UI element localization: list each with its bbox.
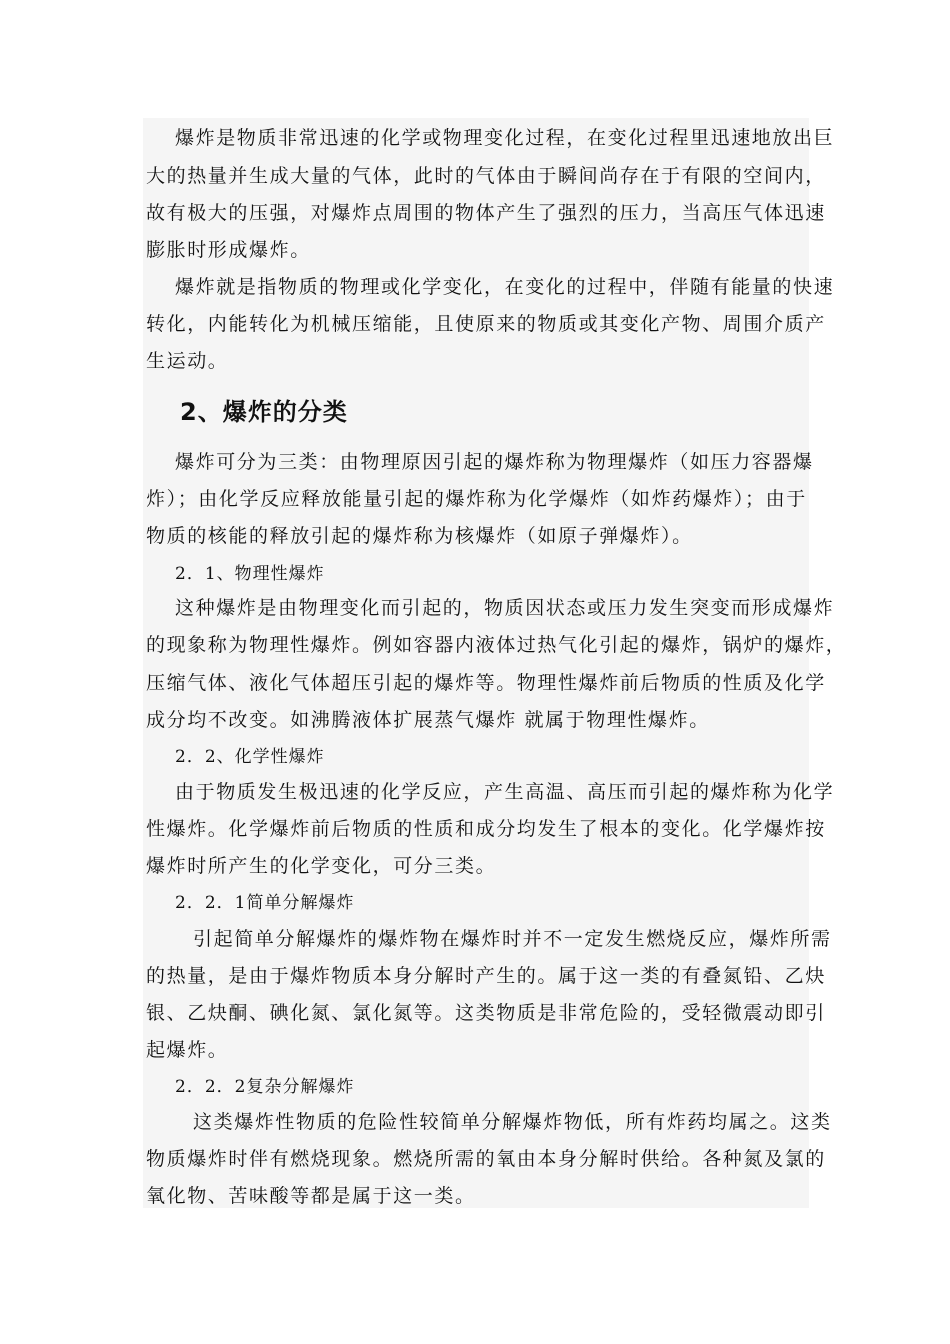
paragraph-7-line-3: 氧化物、苦味酸等都是属于这一类。 [146, 1185, 476, 1207]
paragraph-5-line-1: 由于物质发生极迅速的化学反应，产生高温、高压而引起的爆炸称为化学 [175, 781, 835, 803]
subheading-2-1: 2．1、物理性爆炸 [175, 564, 325, 584]
paragraph-3-line-2: 炸）；由化学反应释放能量引起的爆炸称为化学爆炸（如炸药爆炸）；由于 [146, 488, 807, 510]
paragraph-4-line-4: 成分均不改变。如沸腾液体扩展蒸气爆炸 就属于物理性爆炸。 [146, 709, 710, 731]
paragraph-6-line-2: 的热量，是由于爆炸物质本身分解时产生的。属于这一类的有叠氮铅、乙炔 [146, 965, 826, 987]
paragraph-5-line-3: 爆炸时所产生的化学变化，可分三类。 [146, 855, 497, 877]
paragraph-1-line-1: 爆炸是物质非常迅速的化学或物理变化过程，在变化过程里迅速地放出巨 [175, 127, 835, 149]
subheading-2-2-2: 2．2．2复杂分解爆炸 [175, 1077, 355, 1097]
paragraph-1-line-4: 膨胀时形成爆炸。 [146, 239, 311, 261]
paragraph-7-line-1: 这类爆炸性物质的危险性较简单分解爆炸物低，所有炸药均属之。这类 [193, 1111, 832, 1133]
paragraph-7-line-2: 物质爆炸时伴有燃烧现象。燃烧所需的氧由本身分解时供给。各种氮及氯的 [146, 1148, 826, 1170]
subheading-2-2: 2．2、化学性爆炸 [175, 747, 325, 767]
paragraph-1-line-3: 故有极大的压强，对爆炸点周围的物体产生了强烈的压力，当高压气体迅速 [146, 202, 826, 224]
paragraph-4-line-2: 的现象称为物理性爆炸。例如容器内液体过热气化引起的爆炸，锅炉的爆炸， [146, 634, 847, 656]
subheading-2-2-1: 2．2．1简单分解爆炸 [175, 893, 355, 913]
paragraph-4-line-1: 这种爆炸是由物理变化而引起的，物质因状态或压力发生突变而形成爆炸 [175, 597, 835, 619]
paragraph-6-line-4: 起爆炸。 [146, 1039, 229, 1061]
paragraph-3-line-1: 爆炸可分为三类：由物理原因引起的爆炸称为物理爆炸（如压力容器爆 [175, 451, 814, 473]
paragraph-1-line-2: 大的热量并生成大量的气体，此时的气体由于瞬间尚存在于有限的空间内， [146, 165, 826, 187]
paragraph-2-line-3: 生运动。 [146, 350, 229, 372]
paragraph-2-line-1: 爆炸就是指物质的物理或化学变化，在变化的过程中，伴随有能量的快速 [175, 276, 835, 298]
section-heading: 2、爆炸的分类 [180, 398, 348, 426]
paragraph-6-line-1: 引起简单分解爆炸的爆炸物在爆炸时并不一定发生燃烧反应，爆炸所需 [193, 928, 832, 950]
paragraph-5-line-2: 性爆炸。化学爆炸前后物质的性质和成分均发生了根本的变化。化学爆炸按 [146, 818, 826, 840]
paragraph-3-line-3: 物质的核能的释放引起的爆炸称为核爆炸（如原子弹爆炸）。 [146, 525, 693, 547]
paragraph-6-line-3: 银、乙炔酮、碘化氮、氯化氮等。这类物质是非常危险的，受轻微震动即引 [146, 1002, 826, 1024]
paragraph-2-line-2: 转化，内能转化为机械压缩能，且使原来的物质或其变化产物、周围介质产 [146, 313, 826, 335]
paragraph-4-line-3: 压缩气体、液化气体超压引起的爆炸等。物理性爆炸前后物质的性质及化学 [146, 672, 826, 694]
